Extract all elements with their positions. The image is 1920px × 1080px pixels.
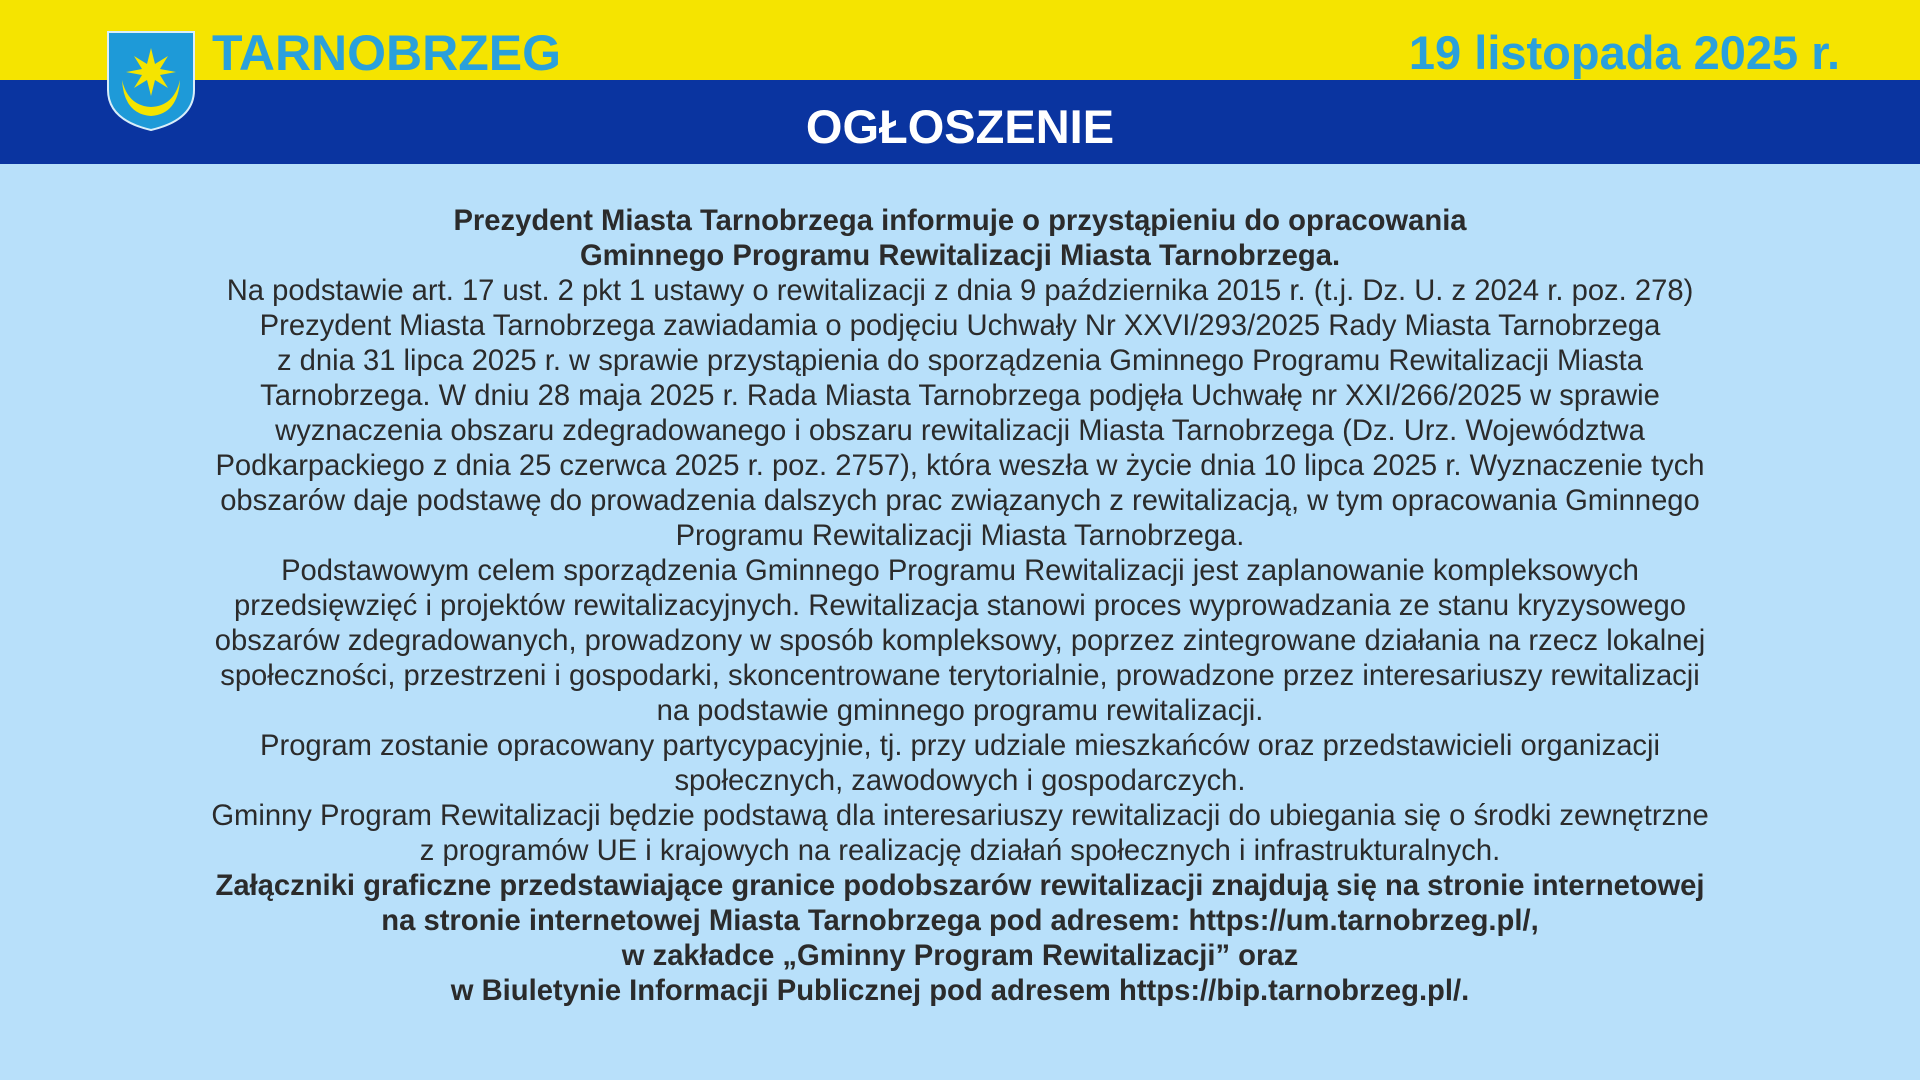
text-line: Prezydent Miasta Tarnobrzega zawiadamia o podjęciu Uchwały Nr XXVI/293/2025 Rady Miasta Tarnobrzega: [259, 310, 1661, 342]
announcement-body: [90, 204, 1830, 1009]
text-line: Gminny Program Rewitalizacji będzie podstawą dla interesariuszy rewitalizacji do ubiegania się o środki zewnętrzne: [211, 800, 1709, 832]
text-line: na podstawie gminnego programu rewitalizacji.: [656, 695, 1264, 727]
intro-line: Gminnego Programu Rewitalizacji Miasta Tarnobrzega.: [579, 240, 1341, 272]
text-line: przedsięwzięć i projektów rewitalizacyjnych. Rewitalizacja stanowi proces wyprowadzania ze stanu kryzysowego: [234, 590, 1686, 622]
text-line: Na podstawie art. 17 ust. 2 pkt 1 ustawy o rewitalizacji z dnia 9 października 2015 r. (t.j. Dz. U. z 2024 r. poz. 278): [226, 275, 1694, 307]
closing-line: w Biuletynie Informacji Publicznej pod adresem https://bip.tarnobrzeg.pl/.: [450, 975, 1470, 1007]
city-name: TARNOBRZEG: [212, 25, 562, 81]
text-line: obszarów daje podstawę do prowadzenia dalszych prac związanych z rewitalizacją, w tym opracowania Gminnego: [220, 485, 1700, 517]
text-line: społeczności, przestrzeni i gospodarki, skoncentrowane terytorialnie, prowadzone przez interesariuszy rewitalizacji: [220, 660, 1700, 692]
text-line: Programu Rewitalizacji Miasta Tarnobrzega.: [675, 520, 1245, 552]
announcement-date: 19 listopada 2025 r.: [1408, 26, 1840, 79]
text-line: Tarnobrzega. W dniu 28 maja 2025 r. Rada Miasta Tarnobrzega podjęła Uchwałę nr XXI/266/2025 w sprawie: [260, 380, 1660, 412]
text-line: Program zostanie opracowany partycypacyjnie, tj. przy udziale mieszkańców oraz przedstawicieli organizacji: [260, 730, 1660, 762]
text-line: z programów UE i krajowych na realizację działań społecznych i infrastrukturalnych.: [419, 835, 1501, 867]
text-line: z dnia 31 lipca 2025 r. w sprawie przystąpienia do sporządzenia Gminnego Programu Rewitalizacji Miasta: [276, 345, 1643, 377]
page-title: OGŁOSZENIE: [805, 100, 1115, 153]
text-line: Podstawowym celem sporządzenia Gminnego Programu Rewitalizacji jest zaplanowanie kompleksowych: [281, 555, 1639, 587]
text-line: społecznych, zawodowych i gospodarczych.: [674, 765, 1246, 797]
text-line: obszarów zdegradowanych, prowadzony w sposób kompleksowy, poprzez zintegrowane działania na rzecz lokalnej: [214, 625, 1706, 657]
closing-line: Załączniki graficzne przedstawiające granice podobszarów rewitalizacji znajdują się na stronie internetowej: [215, 870, 1705, 902]
intro-line: Prezydent Miasta Tarnobrzega informuje o przystąpieniu do opracowania: [453, 205, 1467, 237]
closing-line: na stronie internetowej Miasta Tarnobrzega pod adresem: https://um.tarnobrzeg.pl/,: [381, 905, 1539, 937]
closing-line: w zakładce „Gminny Program Rewitalizacji” oraz: [621, 940, 1299, 972]
text-line: wyznaczenia obszaru zdegradowanego i obszaru rewitalizacji Miasta Tarnobrzega (Dz. Urz. Województwa: [275, 415, 1645, 447]
text-line: Podkarpackiego z dnia 25 czerwca 2025 r. poz. 2757), która weszła w życie dnia 10 lipca 2025 r. Wyznaczenie tych: [215, 450, 1705, 482]
coat-of-arms-icon: [104, 28, 198, 132]
